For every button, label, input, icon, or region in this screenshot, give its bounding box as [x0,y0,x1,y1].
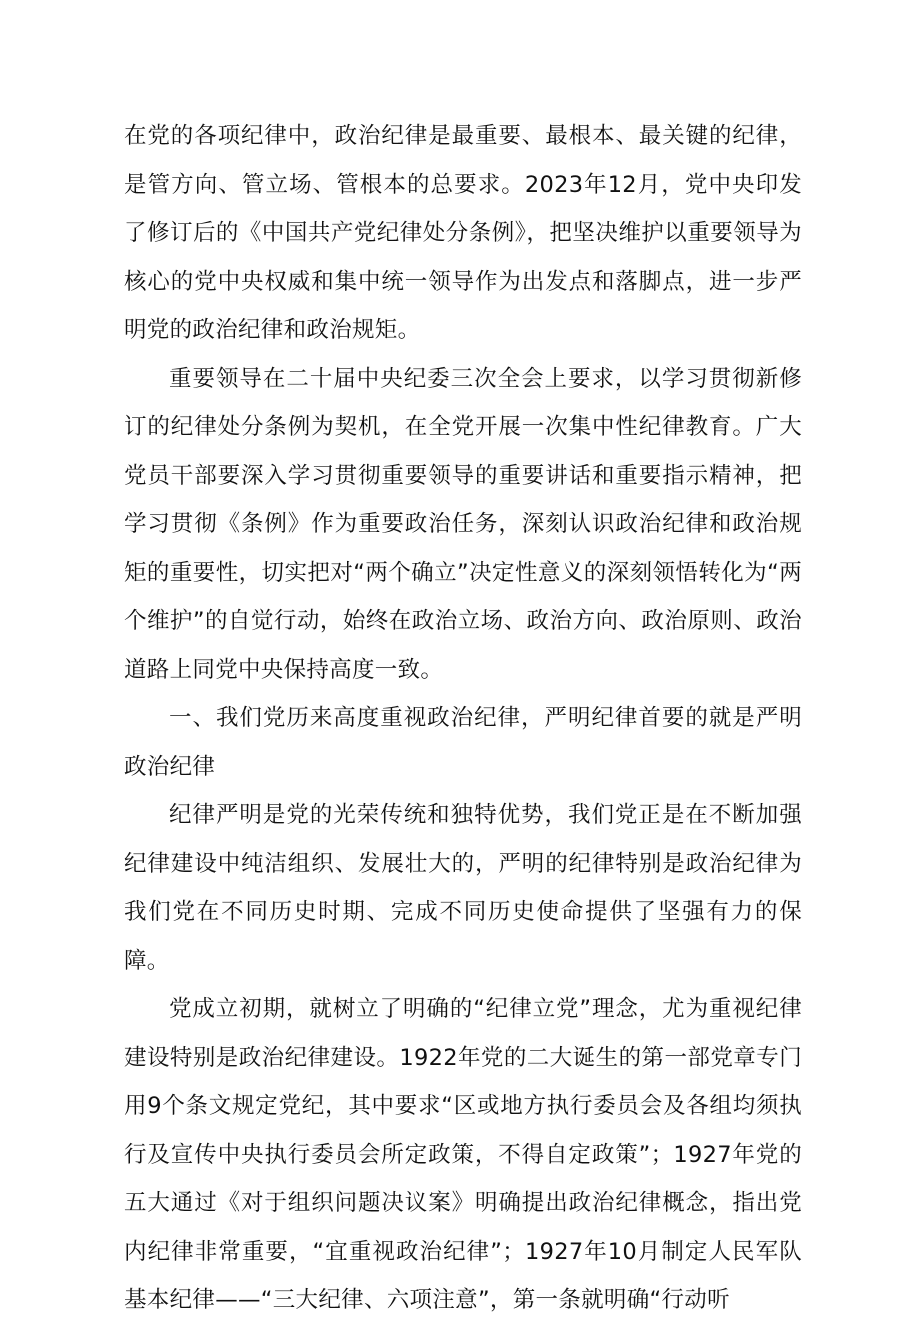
document-body [124,112,802,1325]
paragraph-2: 重要领导在二十届中央纪委三次全会上要求，以学习贯彻新修订的纪律处分条例为契机，在全党开展一次集中性纪律教育。广大党员干部要深入学习贯彻重要领导的重要讲话和重要指示精神，把学习贯彻《条例》作为重要政治任务，深刻认识政治纪律和政治规矩的重要性，切实把对“两个确立”决定性意义的深刻领悟转化为“两个维护”的自觉行动，始终在政治立场、政治方向、政治原则、政治道路上同党中央保持高度一致。 [124,365,802,683]
paragraph-3: 纪律严明是党的光荣传统和独特优势，我们党正是在不断加强纪律建设中纯洁组织、发展壮大的，严明的纪律特别是政治纪律为我们党在不同历史时期、完成不同历史使命提供了坚强有力的保障。 [124,802,802,974]
paragraph-1: 在党的各项纪律中，政治纪律是最重要、最根本、最关键的纪律，是管方向、管立场、管根本的总要求。2023年12月，党中央印发了修订后的《中国共产党纪律处分条例》，把坚决维护以重要领导为核心的党中央权威和集中统一领导作为出发点和落脚点，进一步严明党的政治纪律和政治规矩。 [124,123,802,343]
paragraph-4: 党成立初期，就树立了明确的“纪律立党”理念，尤为重视纪律建设特别是政治纪律建设。1922年党的二大诞生的第一部党章专门用9个条文规定党纪，其中要求“区或地方执行委员会及各组均须执行及宣传中央执行委员会所定政策，不得自定政策”；1927年党的五大通过《对于组织问题决议案》明确提出政治纪律概念，指出党内纪律非常重要，“宜重视政治纪律”；1927年10月制定人民军队基本纪律——“三大纪律、六项注意”，第一条就明确“行动听 [124,996,802,1313]
section-heading-1: 一、我们党历来高度重视政治纪律，严明纪律首要的就是严明政治纪律 [124,705,802,780]
